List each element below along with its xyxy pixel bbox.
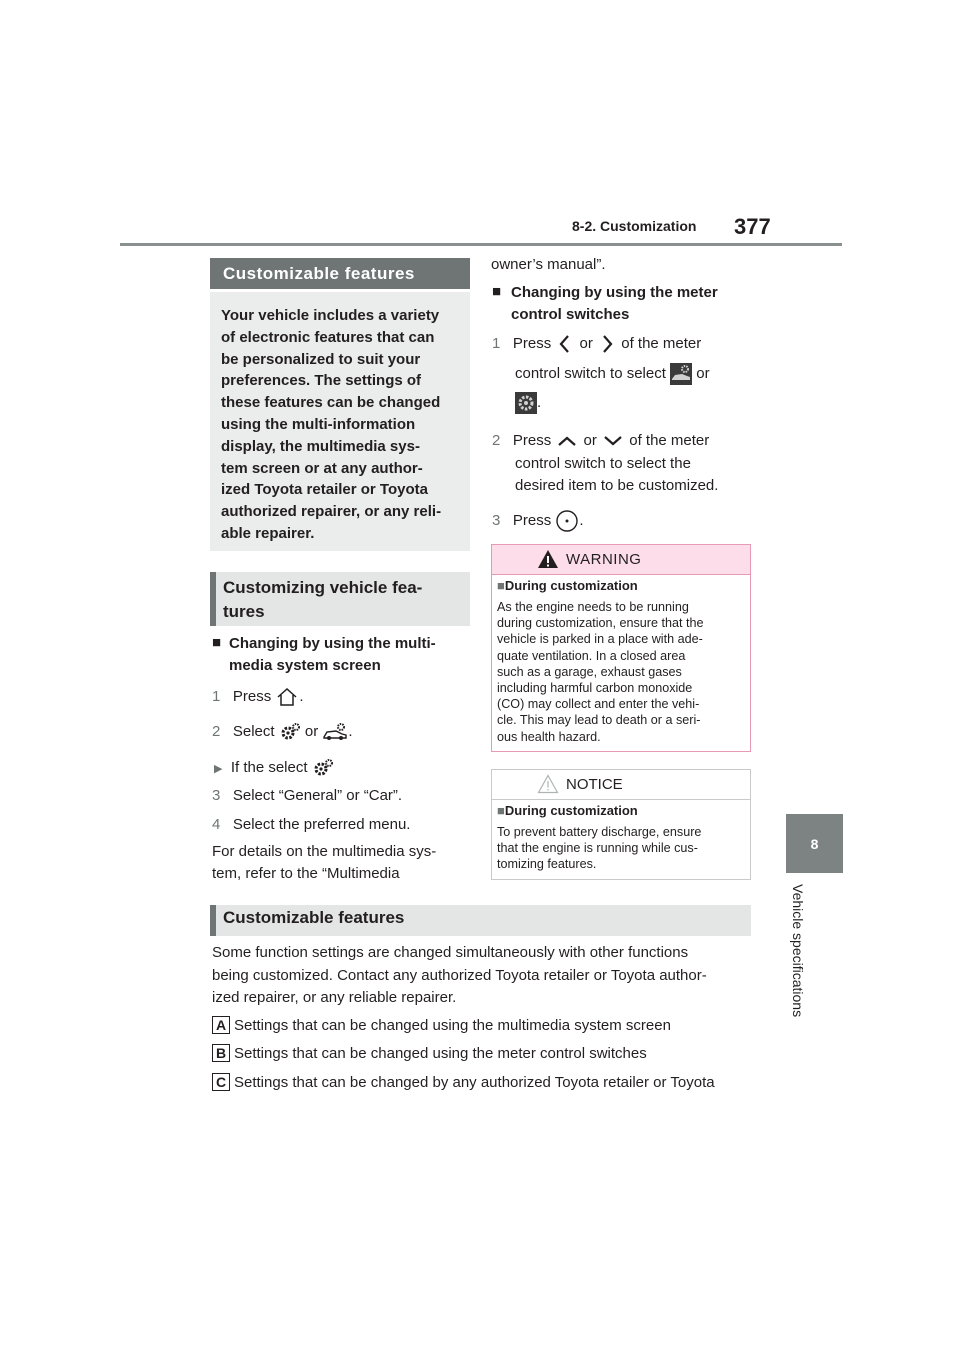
notice-title: NOTICE — [566, 776, 623, 793]
triangle-bullet-icon: ▶ — [214, 763, 223, 775]
step-2: 2 Select or . — [212, 721, 353, 743]
gear-icon — [515, 392, 537, 414]
notice-text: To prevent battery discharge, ensure that the engine is running while cus- tomizing features. — [497, 825, 702, 872]
legend-letter-c: C — [212, 1073, 230, 1091]
warning-text: As the engine needs to be running during customization, ensure that the vehicle is parked in a place with ade- quate ventilation. In a closed area such as a garage, exhaust gases including harmful carbon monoxide (CO) may collect and enter the vehi- cle. This may lead to death or a seri- ous health hazard. — [497, 600, 704, 744]
warning-triangle-icon — [537, 549, 559, 574]
bullet-if-select: ▶ If the select — [214, 757, 334, 780]
warning-title: WARNING — [566, 551, 642, 568]
chevron-down-icon — [601, 433, 625, 449]
notice-subhead: ■During customization — [497, 803, 638, 818]
chapter-number: 8 — [810, 835, 819, 852]
subhead-multimedia-text: Changing by using the multi- media system screen — [229, 635, 436, 674]
legend-letter-b: B — [212, 1044, 230, 1062]
chapter-tab — [786, 814, 843, 873]
intro-text: Your vehicle includes a variety of electronic features that can be personalized to suit your preferences. The settings of these features can be changed using the multi-information display, the multimedia sys- tem screen or at any author- ized Toyota retailer or Toyota authorized repairer, or any reli- able repairer. — [221, 307, 442, 542]
subhead-multimedia — [212, 634, 221, 652]
header-rule — [120, 243, 842, 246]
section-title: 8-2. Customization — [572, 218, 697, 234]
heading-customizable-features-2: Customizable features — [223, 908, 405, 927]
step-3: 3 Select “General” or “Car”. — [212, 787, 403, 804]
gear-icon — [312, 758, 334, 778]
legend-text-c: Settings that can be changed by any authorized Toyota retailer or Toyota — [234, 1074, 715, 1091]
meter-step-3: 3 Press . — [492, 509, 584, 533]
meter-step-1: 1 Press or of the meter — [492, 333, 701, 355]
car-settings-icon — [322, 722, 348, 742]
step-1: 1 Press . — [212, 686, 304, 708]
subhead-meter: Changing by using the meter control switches — [511, 284, 718, 323]
continued-text: owner’s manual”. — [491, 256, 606, 273]
page-number: 377 — [734, 214, 771, 239]
multimedia-reference-text: For details on the multimedia sys- tem, refer to the “Multimedia — [212, 843, 437, 882]
gear-icon — [279, 722, 301, 742]
chevron-left-icon — [555, 333, 575, 355]
heading-customizable-features: Customizable features — [210, 258, 470, 289]
warning-subhead: ■During customization — [497, 578, 638, 593]
heading-customizing-vehicle-features: Customizing vehicle fea- tures — [223, 578, 423, 621]
square-bullet-icon: ■ — [212, 634, 222, 651]
step-4: 4 Select the preferred menu. — [212, 816, 411, 833]
car-settings-icon — [670, 363, 692, 385]
meter-step-1-line3: . — [515, 392, 541, 414]
legend-letter-a: A — [212, 1016, 230, 1034]
meter-step-2-lines: control switch to select the desired item to be customized. — [515, 455, 719, 494]
bottom-paragraph: Some function settings are changed simultaneously with other functions being customized. Contact any authorized Toyota retailer or Toyota author- ized repairer, or any reliable repairer. — [212, 944, 707, 1006]
home-icon — [275, 686, 299, 708]
legend-text-b: Settings that can be changed using the meter control switches — [234, 1045, 647, 1062]
chevron-up-icon — [555, 433, 579, 449]
notice-triangle-icon — [537, 774, 559, 799]
chevron-right-icon — [597, 333, 617, 355]
legend-text-a: Settings that can be changed using the multimedia system screen — [234, 1017, 671, 1034]
meter-step-2: 2 Press or of the meter — [492, 432, 710, 449]
ok-button-icon — [555, 509, 579, 533]
meter-step-1-line2: control switch to select or — [515, 363, 710, 385]
subhead-meter-bullet: ■ — [492, 283, 502, 300]
chapter-label: Vehicle specifications — [790, 884, 806, 1018]
